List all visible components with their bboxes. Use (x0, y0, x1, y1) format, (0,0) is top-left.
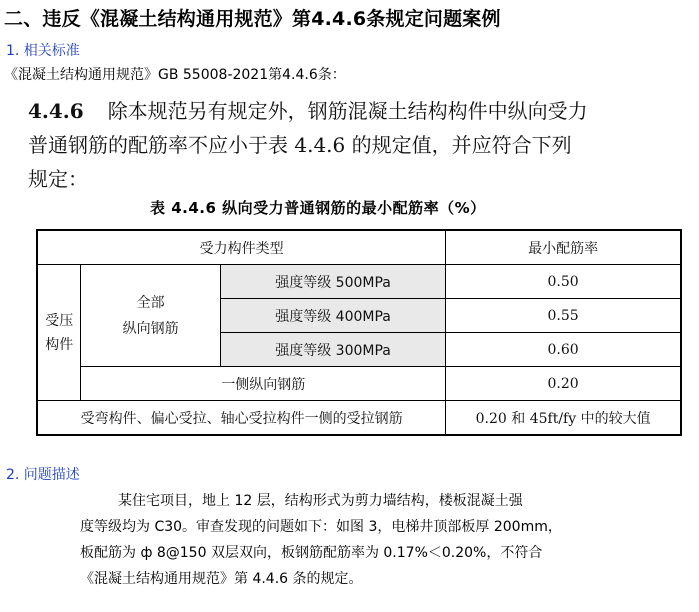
standard-reference: 《混凝土结构通用规范》GB 55008-2021第4.4.6条： (4, 67, 346, 83)
description-line-3: 板配筋为 ф 8@150 双层双向，板钢筋配筋率为 0.17%＜0.20%，不符合 (80, 545, 543, 561)
compression-label-2: 构件 (45, 336, 74, 353)
page-heading: 二、违反《混凝土结构通用规范》第4.4.6条规定问题案例 (4, 8, 501, 30)
min-reinforcement-ratio-table (36, 229, 682, 436)
ratio-value: 0.60 (446, 333, 681, 367)
grade-label: 强度等级 500MPa (220, 265, 445, 299)
clause-line-1 (28, 94, 688, 128)
group-compression-members (37, 265, 81, 401)
all-longitudinal-label-2: 纵向钢筋 (122, 320, 179, 337)
description-line-1: 某住宅项目，地上 12 层，结构形式为剪力墙结构，楼板混凝土强 (118, 493, 523, 509)
section-title-problem-description: 2. 问题描述 (6, 467, 80, 483)
one-side-longitudinal-label: 一侧纵向钢筋 (81, 367, 446, 401)
section-title-related-standard: 1. 相关标准 (6, 43, 80, 59)
all-longitudinal-label-1: 全部 (136, 294, 165, 311)
header-min-ratio: 最小配筋率 (446, 230, 681, 265)
grade-label: 强度等级 400MPa (220, 299, 445, 333)
description-line-4: 《混凝土结构通用规范》第 4.4.6 条的规定。 (80, 571, 363, 587)
table-row (37, 367, 681, 401)
clause-line-3: 规定： (28, 167, 88, 191)
table-row (37, 401, 681, 436)
description-line-2: 度等级均为 C30。审查发现的问题如下：如图 3，电梯井顶部板厚 200mm， (80, 519, 562, 535)
table-header-row (37, 230, 681, 265)
clause-text (28, 94, 688, 196)
clause-line-1-text: 除本规范另有规定外，钢筋混凝土结构构件中纵向受力 (107, 99, 588, 123)
table-caption: 表 4.4.6 纵向受力普通钢筋的最小配筋率（%） (150, 199, 486, 217)
clause-number: 4.4.6 (28, 99, 84, 123)
table-row (37, 265, 681, 299)
problem-description (80, 488, 660, 592)
header-member-type: 受力构件类型 (37, 230, 446, 265)
ratio-value: 0.20 和 45ft/fy 中的较大值 (446, 401, 681, 436)
grade-label: 强度等级 300MPa (220, 333, 445, 367)
ratio-value: 0.50 (446, 265, 681, 299)
ratio-value: 0.55 (446, 299, 681, 333)
group-all-longitudinal (81, 265, 221, 367)
flexural-tension-label: 受弯构件、偏心受拉、轴心受拉构件一侧的受拉钢筋 (37, 401, 446, 436)
ratio-value: 0.20 (446, 367, 681, 401)
compression-label-1: 受压 (45, 312, 74, 329)
clause-line-2: 普通钢筋的配筋率不应小于表 4.4.6 的规定值，并应符合下列 (28, 133, 572, 157)
